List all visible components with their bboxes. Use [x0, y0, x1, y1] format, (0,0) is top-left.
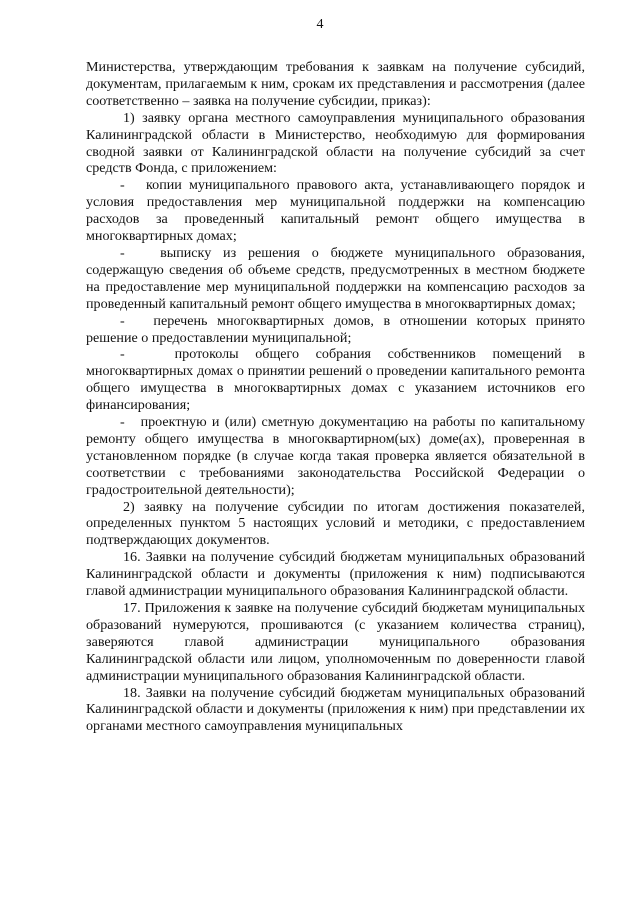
bullet-paragraph: - копии муниципального правового акта, устанавливающего порядок и условия предоставления мер муниципальной поддержки на компенсацию расходов за проведенный капитальный ремонт общего имущества в многоквартирных домах; — [86, 177, 585, 245]
paragraph: 18. Заявки на получение субсидий бюджетам муниципальных образований Калининградской области и документы (приложения к ним) при представлении их органами местного самоуправления муниципальных — [86, 684, 585, 735]
paragraph: 17. Приложения к заявке на получение субсидий бюджетам муниципальных образований нумеруются, прошиваются (с указанием количества страниц), заверяются главой администрации муниципального образования Калининградской области или лицом, уполномоченным по доверенности главой администрации муниципального образования Калининградской области. — [86, 600, 585, 684]
paragraph: 2) заявку на получение субсидии по итогам достижения показателей, определенных пунктом 5 настоящих условий и методики, с предоставлением подтверждающих документов. — [86, 498, 585, 549]
bullet-paragraph: - протоколы общего собрания собственников помещений в многоквартирных домах о принятии решений о проведении капитального ремонта общего имущества в многоквартирных домах с указанием источников его финансирования; — [86, 346, 585, 414]
paragraph: Министерства, утверждающим требования к заявкам на получение субсидий, документам, прилагаемым к ним, срокам их представления и рассмотрения (далее соответственно – заявка на получение субсидии, приказ): — [86, 59, 585, 109]
bullet-paragraph: - перечень многоквартирных домов, в отношении которых принято решение о предоставлении муниципальной; — [86, 312, 585, 346]
paragraph: 16. Заявки на получение субсидий бюджетам муниципальных образований Калининградской области и документы (приложения к ним) подписываются главой администрации муниципального образования Калининградской области. — [86, 549, 585, 600]
page-number: 4 — [316, 17, 324, 32]
bullet-paragraph: - проектную и (или) сметную документацию на работы по капитальному ремонту общего имущества в многоквартирном(ых) доме(ах), проверенная в установленном порядке (в случае когда такая проверка является обязательной в соответствии с требованиями законодательства Российской Федерации о градостроительной деятельности); — [86, 414, 585, 498]
paragraph: 1) заявку органа местного самоуправления муниципального образования Калининградской области в Министерство, необходимую для формирования сводной заявки от Калининградской области на получение субсидий за счет средств Фонда, с приложением: — [86, 109, 585, 177]
bullet-paragraph: - выписку из решения о бюджете муниципального образования, содержащую сведения об объеме средств, предусмотренных в местном бюджете на предоставление мер муниципальной поддержки на компенсацию расходов за проведенный капитальный ремонт общего имущества в многоквартирных домах; — [86, 244, 585, 312]
document-body — [86, 59, 585, 735]
